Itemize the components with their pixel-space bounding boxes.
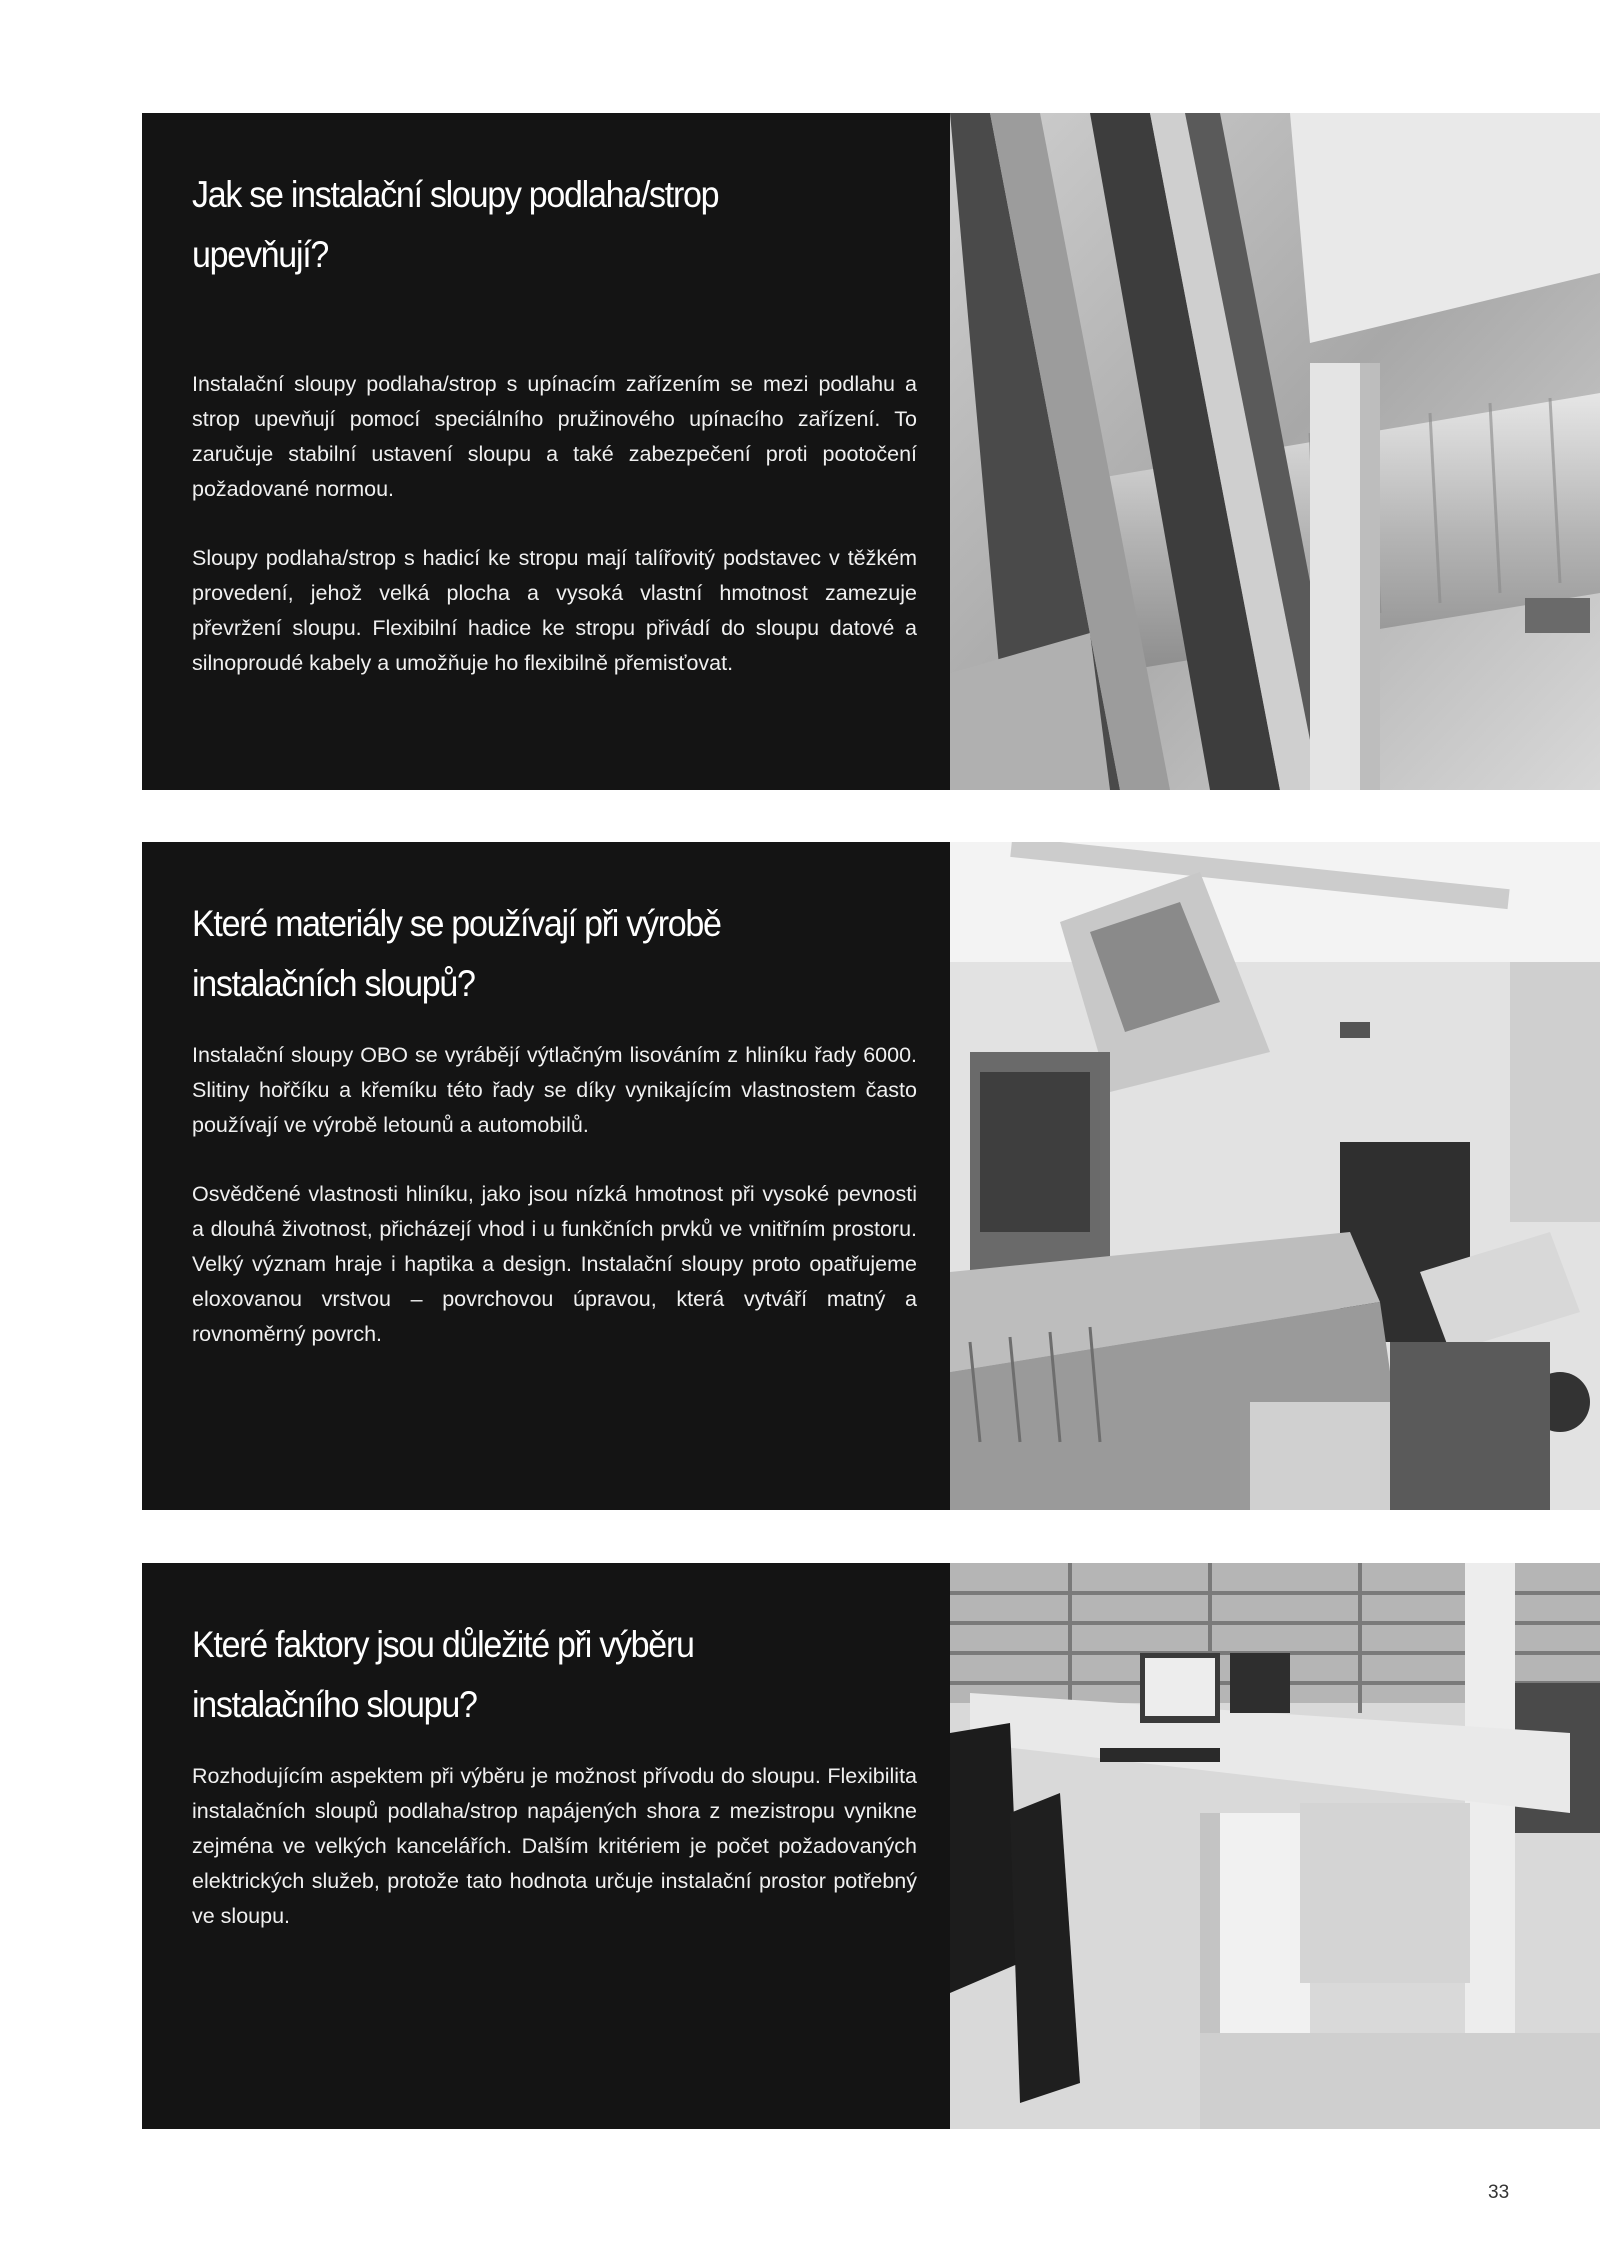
section-materials [142, 842, 1600, 1510]
section-text [142, 113, 950, 790]
photo-office [950, 1563, 1600, 2129]
section-title: Jak se instalační sloupy podlaha/strop upevňují? [192, 174, 719, 275]
section-paragraph: Sloupy podlaha/strop s hadicí ke stropu mají talířovitý podstavec v těžkém provedení, jehož velká plocha a vysoká vlastní hmotnost zamezuje převržení sloupu. Flexibilní hadice ke stropu přivádí do sloupu datové a silnoproudé kabely a umožňuje ho flexibilně přemisťovat. [192, 546, 917, 675]
section-selection-factors [142, 1563, 1600, 2129]
section-text [142, 842, 950, 1510]
page-number: 33 [1488, 2182, 1510, 2203]
section-title: Které faktory jsou důležité při výběru instalačního sloupu? [192, 1624, 694, 1725]
section-paragraph: Rozhodujícím aspektem při výběru je možnost přívodu do sloupu. Flexibilita instalačních sloupů podlaha/strop napájených shora z mezistropu vynikne zejména ve velkých kancelářích. Dalším kritériem je počet požadovaných elektrických služeb, protože tato hodnota určuje instalační prostor potřebný ve sloupu. [192, 1764, 917, 1928]
section-paragraph: Instalační sloupy podlaha/strop s upínacím zařízením se mezi podlahu a strop upevňují pomocí speciálního pružinového upínacího zařízení. To zaručuje stabilní ustavení sloupu a také zabezpečení proti pootočení požadované normou. [192, 372, 917, 501]
section-ceiling-mounting [142, 113, 1600, 790]
section-paragraph: Instalační sloupy OBO se vyrábějí výtlačným lisováním z hliníku řady 6000. Slitiny hořčíku a křemíku této řady se díky vynikajícím vlastnostem často používají ve výrobě letounů a automobilů. [192, 1043, 917, 1137]
section-paragraph: Osvědčené vlastnosti hliníku, jako jsou nízká hmotnost při vysoké pevnosti a dlouhá životnost, přicházejí vhod i u funkčních prvků ve vnitřním prostoru. Velký význam hraje i haptika a design. Instalační sloupy proto opatřujeme eloxovanou vrstvou – povrchovou úpravou, která vytváří matný a rovnoměrný povrch. [192, 1182, 917, 1346]
photo-cable-trays [950, 113, 1600, 790]
section-title: Které materiály se používají při výrobě instalačních sloupů? [192, 903, 721, 1004]
photo-production-hall [950, 842, 1600, 1510]
section-text [142, 1563, 950, 2129]
